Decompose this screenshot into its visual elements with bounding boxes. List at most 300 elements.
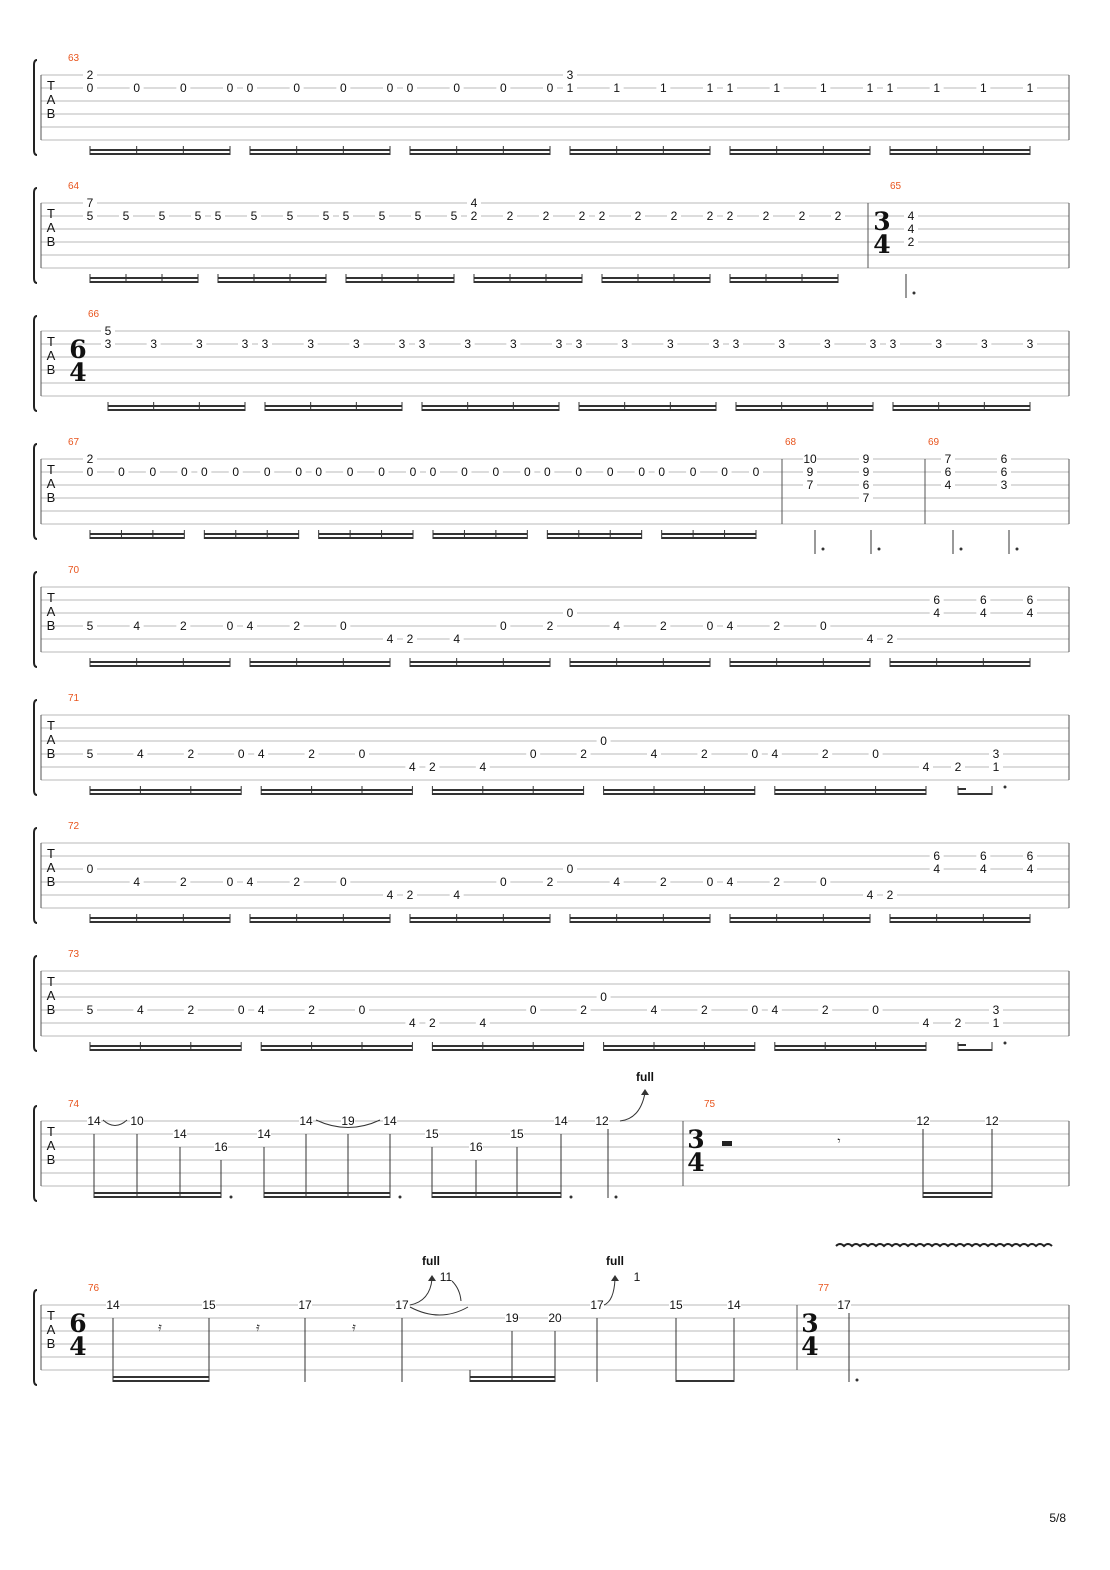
fret-number: 3 (712, 337, 720, 351)
fret-number: 0 (543, 465, 551, 479)
measure-number: 65 (890, 181, 902, 192)
fret-number: 4 (386, 632, 394, 646)
fret-number: 0 (752, 465, 760, 479)
fret-number: 2 (546, 875, 554, 889)
fret-number: 0 (492, 465, 500, 479)
beam (204, 533, 298, 535)
fret-number: 3 (241, 337, 249, 351)
fret-number: 3 (464, 337, 472, 351)
fret-number: 0 (180, 465, 188, 479)
fret-number: 1 (1026, 81, 1034, 95)
fret-number: 4 (771, 747, 779, 761)
fret-number: 2 (773, 875, 781, 889)
measure-number: 68 (785, 437, 797, 448)
fret-number: 0 (575, 465, 583, 479)
beam (730, 153, 870, 155)
fret-number: 6 (1026, 849, 1034, 863)
fret-number: 2 (701, 747, 708, 761)
beam (736, 409, 873, 411)
fret-number: 0 (872, 1003, 879, 1017)
beam (570, 153, 710, 155)
beam (604, 789, 755, 791)
system-bracket (34, 60, 37, 155)
beam (90, 533, 184, 535)
measure-number: 76 (88, 1283, 100, 1294)
fret-number: 0 (499, 619, 507, 633)
fret-number: 1 (933, 81, 941, 95)
fret-number: 2 (293, 875, 301, 889)
beam (319, 537, 413, 539)
fret-number: 2 (907, 235, 915, 249)
fret-number: 2 (886, 632, 894, 646)
time-signature-top: 3 (801, 1309, 819, 1338)
beam (90, 921, 230, 923)
tab-clef-letter: A (46, 1322, 56, 1337)
measure-number: 71 (68, 693, 80, 704)
fret-number: 1 (613, 81, 621, 95)
measure-number: 70 (68, 565, 80, 576)
beam (730, 149, 870, 151)
fret-number: 0 (751, 747, 759, 761)
fret-number: 4 (479, 1016, 487, 1030)
beam (422, 409, 559, 411)
fret-number: 4 (479, 760, 487, 774)
beam (410, 153, 550, 155)
fret-number: 3 (980, 337, 988, 351)
fret-number: 4 (137, 1003, 144, 1017)
beam (218, 281, 326, 283)
beam (923, 1196, 992, 1198)
bend-arrow (604, 1279, 615, 1305)
fret-number: 5 (214, 209, 222, 223)
fret-number: 0 (406, 81, 414, 95)
fret-number: 9 (806, 465, 814, 479)
beam (432, 1045, 583, 1047)
bend-arrowhead (428, 1275, 436, 1281)
fret-number: 4 (944, 478, 952, 492)
fret-number: 5 (158, 209, 166, 223)
time-signature-top: 3 (687, 1125, 705, 1154)
beam (730, 281, 838, 283)
fret-number: 6 (862, 478, 870, 492)
fret-number: 2 (179, 875, 187, 889)
bend-arrowhead (641, 1089, 649, 1095)
beam (90, 153, 230, 155)
fret-number: 0 (179, 81, 187, 95)
beam (547, 537, 641, 539)
fret-number: 1 (773, 81, 781, 95)
dot (399, 1196, 402, 1199)
sixteenth-rest: 𝄿 (158, 1320, 162, 1334)
measure-number: 73 (68, 949, 80, 960)
fret-number: 1 (819, 81, 827, 95)
fret-number: 3 (575, 337, 583, 351)
dot (1004, 786, 1007, 789)
fret-number: 4 (613, 619, 621, 633)
fret-number: 2 (470, 209, 478, 223)
tab-clef-letter: T (47, 206, 55, 221)
system-bracket (34, 188, 37, 283)
fret-number: 0 (706, 875, 714, 889)
system-bracket (34, 316, 37, 411)
beam (730, 665, 870, 667)
fret-number: 3 (992, 1003, 1000, 1017)
fret-number: 2 (798, 209, 806, 223)
beam (264, 1196, 390, 1198)
measure-number: 72 (68, 821, 80, 832)
fret-number: 0 (315, 465, 323, 479)
system-bracket (34, 956, 37, 1051)
fret-number: 0 (499, 875, 507, 889)
fret-number: 2 (886, 888, 894, 902)
fret-number: 12 (985, 1114, 999, 1128)
beam (570, 149, 710, 151)
beam (602, 281, 710, 283)
sixteenth-rest: 𝄿 (256, 1320, 260, 1334)
fret-number: 1 (886, 81, 894, 95)
fret-number: 4 (979, 862, 987, 876)
system-bracket (34, 1106, 37, 1201)
fret-number: 2 (821, 1003, 829, 1017)
beam (602, 277, 710, 279)
beam (250, 921, 390, 923)
beam (890, 921, 1030, 923)
release-arrow (452, 1281, 461, 1301)
fret-number: 3 (150, 337, 158, 351)
measure-number: 69 (928, 437, 940, 448)
beam (265, 409, 402, 411)
fret-number: 2 (429, 1016, 436, 1030)
fret-number: 3 (732, 337, 740, 351)
fret-number: 5 (104, 324, 112, 338)
fret-number: 0 (566, 606, 574, 620)
fret-number: 2 (179, 619, 187, 633)
measure-number: 74 (68, 1099, 80, 1110)
fret-number: 0 (200, 465, 208, 479)
beam (893, 405, 1030, 407)
fret-number: 5 (286, 209, 294, 223)
beam (474, 281, 582, 283)
fret-number: 0 (529, 747, 537, 761)
fret-number: 14 (257, 1127, 271, 1141)
bend-tail-value: 11 (439, 1270, 453, 1284)
fret-number: 5 (86, 747, 94, 761)
beam (432, 1196, 561, 1198)
tab-clef-letter: A (46, 92, 56, 107)
beam (570, 661, 710, 663)
fret-number: 4 (866, 888, 874, 902)
beam (470, 1376, 555, 1378)
fret-number: 0 (86, 862, 94, 876)
vibrato-line (836, 1244, 1052, 1246)
fret-number: 0 (293, 81, 301, 95)
fret-number: 0 (133, 81, 141, 95)
beam (261, 1049, 412, 1051)
measure-number: 77 (818, 1283, 830, 1294)
dot (878, 548, 881, 551)
beam (730, 661, 870, 663)
fret-number: 2 (506, 209, 514, 223)
tab-clef-letter: A (46, 220, 56, 235)
time-signature-bottom: 4 (873, 230, 891, 259)
dot (822, 548, 825, 551)
beam (410, 665, 550, 667)
fret-number: 16 (214, 1140, 228, 1154)
fret-number: 0 (226, 81, 234, 95)
beam (265, 405, 402, 407)
fret-number: 0 (295, 465, 303, 479)
fret-number: 4 (650, 1003, 658, 1017)
beam (958, 1044, 966, 1046)
fret-number: 4 (933, 862, 941, 876)
fret-number: 4 (137, 747, 144, 761)
fret-number: 0 (237, 747, 245, 761)
fret-number: 1 (659, 81, 667, 95)
beam (890, 149, 1030, 151)
fret-number: 7 (806, 478, 814, 492)
fret-number: 3 (352, 337, 360, 351)
beam (579, 409, 716, 411)
fret-number: 4 (979, 606, 987, 620)
fret-number: 0 (461, 465, 468, 479)
dot (570, 1196, 573, 1199)
fret-number: 2 (598, 209, 606, 223)
fret-number: 3 (307, 337, 315, 351)
fret-number: 4 (922, 760, 930, 774)
fret-number: 10 (803, 452, 817, 466)
tab-clef-letter: T (47, 846, 55, 861)
tab-clef-letter: B (46, 1152, 56, 1167)
fret-number: 14 (299, 1114, 313, 1128)
beam (250, 661, 390, 663)
fret-number: 3 (823, 337, 831, 351)
fret-number: 1 (706, 81, 714, 95)
fret-number: 1 (866, 81, 874, 95)
fret-number: 0 (872, 747, 879, 761)
tab-clef-letter: T (47, 1308, 55, 1323)
tab-clef-letter: A (46, 348, 56, 363)
fret-number: 0 (658, 465, 666, 479)
slur (410, 1307, 468, 1315)
fret-number: 4 (386, 888, 394, 902)
beam (604, 1045, 755, 1047)
fret-number: 2 (670, 209, 678, 223)
tab-staff (34, 1106, 1069, 1201)
fret-number: 0 (566, 862, 574, 876)
fret-number: 2 (187, 747, 195, 761)
fret-number: 0 (339, 619, 347, 633)
beam (410, 921, 550, 923)
beam (890, 661, 1030, 663)
beam (547, 533, 641, 535)
system-bracket (34, 572, 37, 667)
fret-number: 3 (418, 337, 426, 351)
fret-number: 2 (954, 1016, 962, 1030)
fret-number: 4 (907, 209, 915, 223)
fret-number: 0 (523, 465, 531, 479)
fret-number: 2 (308, 747, 315, 761)
page-number: 5/8 (1049, 1511, 1066, 1525)
time-signature-bottom: 4 (69, 358, 87, 387)
fret-number: 0 (819, 619, 827, 633)
bend-label: full (606, 1254, 624, 1268)
fret-number: 0 (378, 465, 385, 479)
fret-number: 3 (621, 337, 629, 351)
tab-clef-letter: T (47, 462, 55, 477)
beam (579, 405, 716, 407)
fret-number: 5 (86, 619, 94, 633)
tab-clef-letter: B (46, 1002, 56, 1017)
fret-number: 4 (907, 222, 915, 236)
fret-number: 2 (429, 760, 436, 774)
fret-number: 3 (666, 337, 674, 351)
beam (890, 917, 1030, 919)
fret-number: 4 (257, 747, 265, 761)
tab-clef-letter: B (46, 362, 56, 377)
fret-number: 4 (1026, 606, 1034, 620)
fret-number: 17 (590, 1298, 604, 1312)
fret-number: 0 (499, 81, 507, 95)
fret-number: 2 (834, 209, 842, 223)
beam (90, 665, 230, 667)
beam (108, 405, 245, 407)
fret-number: 4 (922, 1016, 930, 1030)
beam (90, 789, 241, 791)
beam (662, 533, 756, 535)
measure-number: 64 (68, 181, 80, 192)
tab-clef-letter: B (46, 234, 56, 249)
beam (570, 921, 710, 923)
tab-clef-letter: T (47, 718, 55, 733)
fret-number: 4 (246, 875, 254, 889)
fret-number: 4 (409, 760, 416, 774)
beam (261, 1045, 412, 1047)
beam (775, 789, 926, 791)
tab-clef-letter: B (46, 874, 56, 889)
fret-number: 0 (819, 875, 827, 889)
tab-clef-letter: T (47, 590, 55, 605)
dot (913, 292, 916, 295)
tab-clef-letter: B (46, 1336, 56, 1351)
fret-number: 2 (773, 619, 781, 633)
beam (604, 793, 755, 795)
tab-clef-letter: B (46, 490, 56, 505)
fret-number: 5 (250, 209, 258, 223)
beam (958, 793, 992, 795)
fret-number: 2 (659, 619, 667, 633)
sixteenth-rest: 𝄿 (352, 1320, 356, 1334)
tab-clef-letter: B (46, 106, 56, 121)
fret-number: 4 (771, 1003, 779, 1017)
fret-number: 14 (554, 1114, 568, 1128)
time-signature-bottom: 4 (69, 1332, 87, 1361)
beam (432, 1192, 561, 1194)
fret-number: 4 (866, 632, 874, 646)
fret-number: 2 (634, 209, 642, 223)
beam (250, 149, 390, 151)
fret-number: 3 (935, 337, 943, 351)
fret-number: 3 (992, 747, 1000, 761)
fret-number: 12 (916, 1114, 930, 1128)
beam (90, 277, 198, 279)
fret-number: 0 (386, 81, 394, 95)
beam (775, 793, 926, 795)
beam (676, 1380, 734, 1382)
fret-number: 0 (246, 81, 254, 95)
fret-number: 5 (342, 209, 350, 223)
fret-number: 14 (106, 1298, 120, 1312)
tab-clef-letter: A (46, 988, 56, 1003)
beam (730, 921, 870, 923)
fret-number: 2 (86, 68, 94, 82)
fret-number: 0 (263, 465, 271, 479)
beam (261, 789, 412, 791)
fret-number: 0 (339, 81, 347, 95)
beam (113, 1376, 209, 1378)
measure-number: 75 (704, 1099, 716, 1110)
beam (204, 537, 298, 539)
fret-number: 5 (450, 209, 458, 223)
fret-number: 3 (555, 337, 563, 351)
beam (90, 793, 241, 795)
fret-number: 0 (638, 465, 646, 479)
fret-number: 6 (979, 849, 987, 863)
dot (856, 1379, 859, 1382)
beam (890, 153, 1030, 155)
fret-number: 4 (613, 875, 621, 889)
fret-number: 17 (298, 1298, 312, 1312)
fret-number: 14 (87, 1114, 101, 1128)
time-signature-bottom: 4 (687, 1148, 705, 1177)
beam (90, 149, 230, 151)
fret-number: 20 (548, 1311, 562, 1325)
fret-number: 6 (944, 465, 952, 479)
system-bracket (34, 1290, 37, 1385)
fret-number: 17 (837, 1298, 851, 1312)
fret-number: 0 (118, 465, 125, 479)
beam (604, 1049, 755, 1051)
measure-number: 67 (68, 437, 80, 448)
beam (346, 281, 454, 283)
tab-staff (34, 60, 1069, 155)
tab-clef-letter: T (47, 78, 55, 93)
fret-number: 0 (600, 734, 607, 748)
fret-number: 4 (453, 632, 461, 646)
fret-number: 1 (979, 81, 987, 95)
beam (736, 405, 873, 407)
fret-number: 2 (706, 209, 714, 223)
fret-number: 2 (954, 760, 962, 774)
fret-number: 6 (933, 849, 941, 863)
fret-number: 14 (727, 1298, 741, 1312)
fret-number: 17 (395, 1298, 409, 1312)
dot (615, 1196, 618, 1199)
fret-number: 19 (505, 1311, 519, 1325)
fret-number: 0 (529, 1003, 537, 1017)
fret-number: 3 (889, 337, 897, 351)
fret-number: 0 (546, 81, 554, 95)
fret-number: 0 (358, 1003, 366, 1017)
fret-number: 2 (542, 209, 550, 223)
fret-number: 5 (122, 209, 130, 223)
fret-number: 5 (414, 209, 422, 223)
fret-number: 14 (173, 1127, 187, 1141)
beam (775, 1045, 926, 1047)
beam (422, 405, 559, 407)
fret-number: 0 (149, 465, 157, 479)
fret-number: 4 (726, 619, 734, 633)
fret-number: 3 (509, 337, 517, 351)
